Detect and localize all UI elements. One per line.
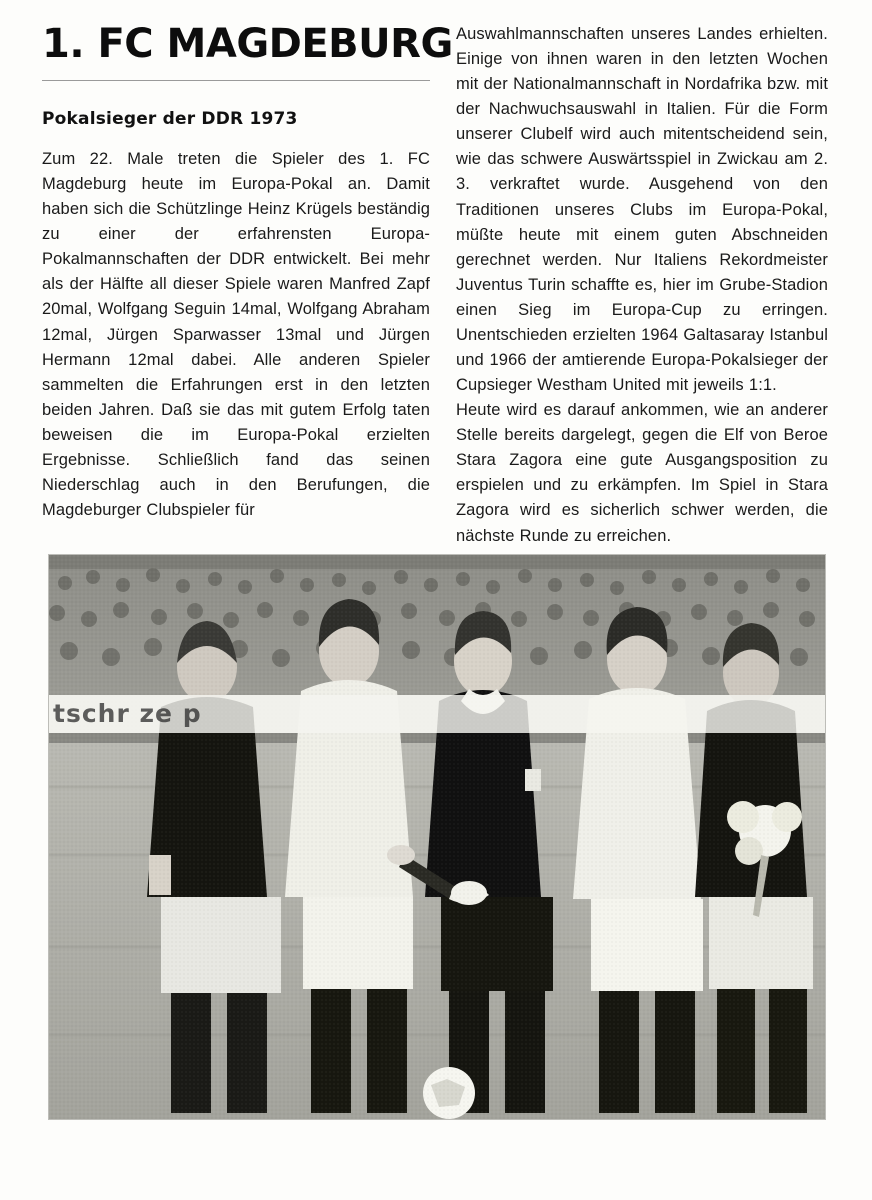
subheadline: Pokalsieger der DDR 1973	[42, 109, 298, 129]
page-title: 1. FC MAGDEBURG	[42, 21, 453, 67]
match-photo	[48, 554, 826, 1120]
left-paragraph-1: Zum 22. Male treten die Spieler des 1. FC Magdeburg heute im Europa-Pokal an. Damit haben sich die Schützlinge Heinz Krügels beständig zu einer der erfahrensten Europa-Pokalmannschaften der DDR entwickelt. Bei mehr als der Hälfte all dieser Spiele waren Manfred Zapf 20mal, Wolfgang Seguin 14mal, Wolfgang Abraham 12mal, Jürgen Sparwasser 13mal und Jürgen Hermann 12mal dabei. Alle anderen Spieler sammelten die Erfahrungen erst in den letzten beiden Jahren. Daß sie das mit gutem Erfolg taten beweisen die im Europa-Pokal erzielten Ergebnisse. Schließlich fand das seinen Niederschlag auch in den Berufungen, die Magdeburger Clubspieler für	[42, 150, 430, 520]
stadium-banner-text: tschr ze p	[53, 699, 202, 728]
left-column	[42, 18, 453, 523]
stadium-banner	[49, 695, 825, 733]
right-column	[456, 18, 828, 549]
masthead-divider	[42, 80, 430, 81]
text-columns	[42, 18, 832, 549]
right-paragraph-1: Auswahlmannschaften unseres Landes erhielten. Einige von ihnen waren in den letzten Wochen mit der Nationalmannschaft in Nordafrika bzw. mit der Nachwuchsauswahl in Italien. Für die Form unserer Clubelf wird auch mitentscheidend sein, wie das schwere Auswärtsspiel in Zwickau am 2. 3. verkraftet wurde. Ausgehend von den Traditionen unseres Clubs im Europa-Pokal, müßte heute mit einem guten Abschneiden gerechnet werden. Nur Italiens Rekordmeister Juventus Turin schaffte es, hier im Grube-Stadion einen Sieg im Europa-Cup zu erringen. Unentschieden erzielten 1964 Galtasaray Istanbul und 1966 der amtierende Europa-Pokalsieger der Cupsieger Westham United mit jeweils 1:1.	[456, 25, 828, 395]
match-photo-graphic	[49, 555, 825, 1119]
right-paragraph-2: Heute wird es darauf ankommen, wie an anderer Stelle bereits dargelegt, gegen die Elf von Beroe Stara Zagora eine gute Ausgangsposition zu erspielen und zu erkämpfen. Im Spiel in Stara Zagora wird es sicherlich schwer werden, die nächste Runde zu erreichen.	[456, 401, 828, 545]
